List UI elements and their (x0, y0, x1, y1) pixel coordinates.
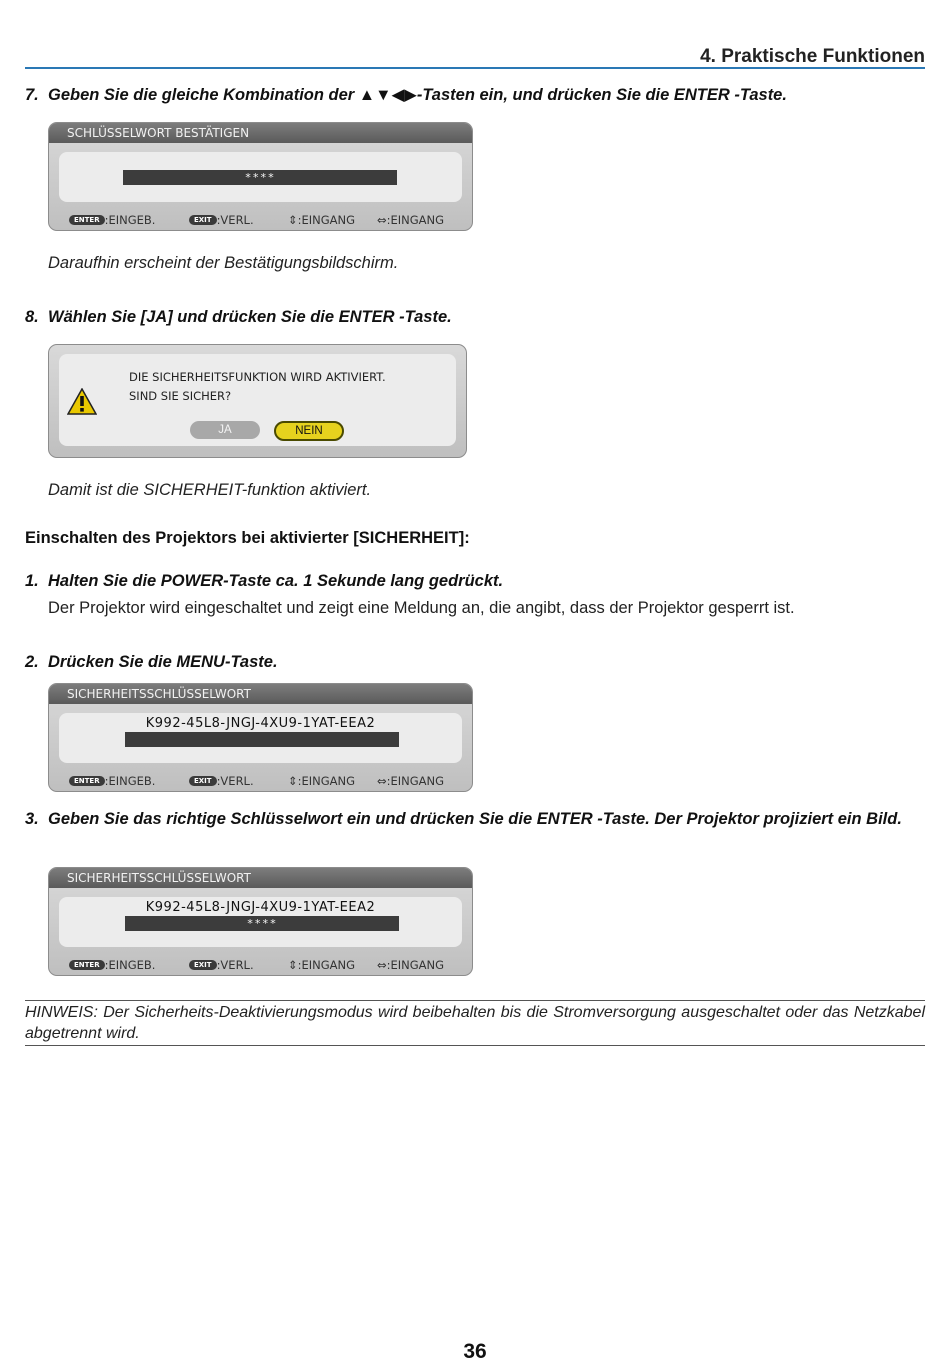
enter-key-badge: ENTER (69, 776, 105, 786)
keyword-field[interactable]: **** (123, 170, 397, 185)
step-2 (25, 651, 925, 675)
osd-title: SICHERHEITSSCHLÜSSELWORT (49, 684, 472, 704)
request-code: K992-45L8-JNGJ-4XU9-1YAT-EEA2 (145, 716, 376, 731)
step-number: 3. (25, 810, 39, 828)
step-3 (25, 808, 927, 854)
step-7 (25, 84, 925, 108)
leftright-hint: ⇔:EINGANG (377, 213, 445, 227)
keyword-field[interactable]: **** (125, 916, 399, 931)
step-number: 2. (25, 653, 39, 671)
osd-security-keyword-filled-window (48, 867, 473, 976)
note-bottom-rule (25, 1045, 925, 1046)
step-1 (25, 570, 925, 594)
enter-hint: :EINGEB. (104, 774, 156, 788)
osd-security-keyword-window (48, 683, 473, 792)
osd-panel (59, 354, 456, 446)
result-text-step7: Daraufhin erscheint der Bestätigungsbildschirm. (48, 254, 399, 272)
osd-panel (59, 713, 462, 763)
updown-hint: ⇕:EINGANG (288, 213, 356, 227)
request-code: K992-45L8-JNGJ-4XU9-1YAT-EEA2 (145, 900, 376, 915)
yes-button[interactable]: JA (190, 421, 260, 439)
confirm-line-2: SIND SIE SICHER? (129, 389, 232, 403)
step-text: Halten Sie die POWER-Taste ca. 1 Sekunde lang gedrückt. (48, 572, 504, 590)
osd-panel (59, 152, 462, 202)
step-8 (25, 306, 925, 330)
exit-hint: :VERL. (216, 213, 254, 227)
updown-hint: ⇕:EINGANG (288, 958, 356, 972)
step-1-description: Der Projektor wird eingeschaltet und zeigt eine Meldung an, die angibt, dass der Projektor gesperrt ist. (48, 599, 795, 617)
enter-hint: :EINGEB. (104, 958, 156, 972)
updown-hint: ⇕:EINGANG (288, 774, 356, 788)
step-number: 7. (25, 86, 39, 104)
osd-title: SICHERHEITSSCHLÜSSELWORT (49, 868, 472, 888)
osd-footer (55, 958, 466, 972)
osd-footer (55, 213, 466, 227)
note-text: HINWEIS: Der Sicherheits-Deaktivierungsmodus wird beibehalten bis die Stromversorgung ausgeschaltet oder das Netzkabel abgetrennt wird. (25, 1004, 925, 1042)
no-button[interactable]: NEIN (274, 421, 344, 441)
osd-confirm-keyword-window (48, 122, 473, 231)
confirm-line-1: DIE SICHERHEITSFUNKTION WIRD AKTIVIERT. (129, 370, 386, 384)
exit-hint: :VERL. (216, 774, 254, 788)
enter-key-badge: ENTER (69, 960, 105, 970)
leftright-hint: ⇔:EINGANG (377, 774, 445, 788)
keyword-field[interactable] (125, 732, 399, 747)
header-rule (25, 67, 925, 69)
exit-key-badge: EXIT (189, 960, 217, 970)
osd-footer (55, 774, 466, 788)
leftright-hint: ⇔:EINGANG (377, 958, 445, 972)
exit-hint: :VERL. (216, 958, 254, 972)
osd-confirm-dialog (48, 344, 467, 458)
exit-key-badge: EXIT (189, 776, 217, 786)
note-top-rule (25, 1000, 925, 1001)
step-text: Geben Sie die gleiche Kombination der ▲▼◀▶-Tasten ein, und drücken Sie die ENTER -Taste. (48, 86, 787, 104)
section-header-title: 4. Praktische Funktionen (700, 46, 925, 67)
section-heading: Einschalten des Projektors bei aktivierter [SICHERHEIT]: (25, 529, 470, 547)
result-text-step8: Damit ist die SICHERHEIT-funktion aktiviert. (48, 481, 372, 499)
osd-panel (59, 897, 462, 947)
warning-icon (67, 388, 97, 415)
step-text: Wählen Sie [JA] und drücken Sie die ENTER -Taste. (48, 308, 452, 326)
step-text: Geben Sie das richtige Schlüsselwort ein und drücken Sie die ENTER -Taste. Der Projektor projiziert ein Bild. (48, 810, 902, 828)
step-number: 8. (25, 308, 39, 326)
exit-key-badge: EXIT (189, 215, 217, 225)
enter-key-badge: ENTER (69, 215, 105, 225)
page-number: 36 (463, 1340, 487, 1363)
enter-hint: :EINGEB. (104, 213, 156, 227)
step-text: Drücken Sie die MENU-Taste. (48, 653, 278, 671)
osd-title: SCHLÜSSELWORT BESTÄTIGEN (49, 123, 472, 143)
step-number: 1. (25, 572, 39, 590)
